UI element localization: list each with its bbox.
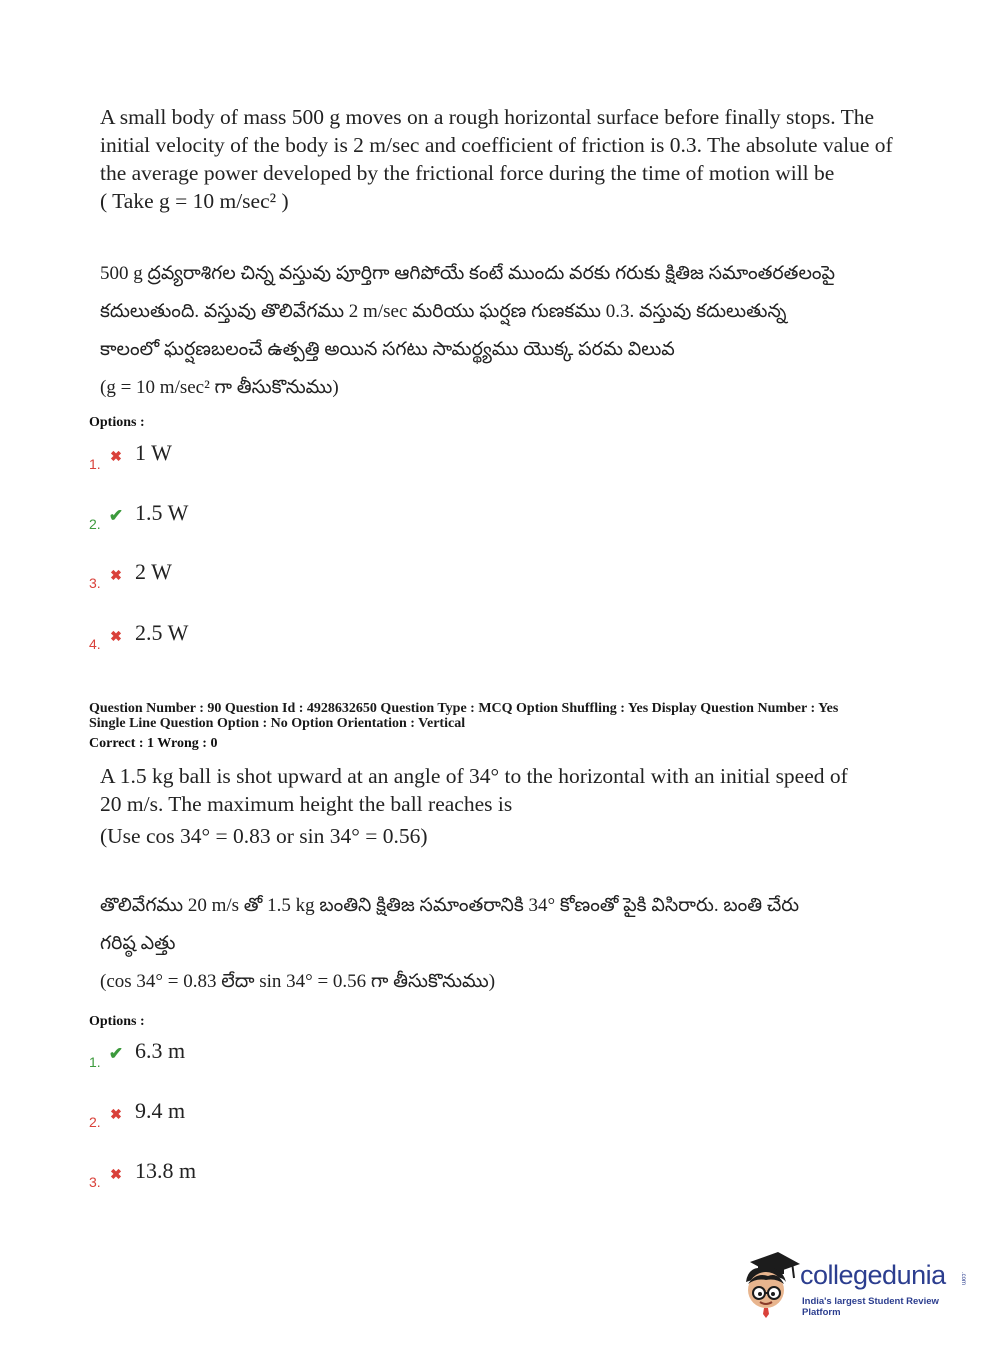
q2-telugu-line: (cos 34° = 0.83 లేదా sin 34° = 0.56 గా తీసుకొనుము) <box>100 971 496 992</box>
cross-icon: ✖ <box>110 569 122 584</box>
option-number: 3. <box>89 575 101 591</box>
q1-english-line: the average power developed by the frictional force during the time of motion will be <box>100 161 835 185</box>
q2-meta-line: Question Number : 90 Question Id : 4928632650 Question Type : MCQ Option Shuffling : Yes Display Question Number : Yes <box>89 701 839 716</box>
q2-option-2 <box>89 1100 185 1130</box>
q2-meta-line: Single Line Question Option : No Option Orientation : Vertical <box>89 716 466 731</box>
option-number: 3. <box>89 1174 101 1190</box>
cross-icon: ✖ <box>110 630 122 645</box>
option-value: 2 W <box>135 559 172 584</box>
q1-options-label: Options : <box>89 415 145 430</box>
q1-english-line: A small body of mass 500 g moves on a rough horizontal surface before finally stops. The <box>100 105 875 129</box>
q1-telugu-line: 500 g ద్రవ్యరాశిగల చిన్న వస్తువు పూర్తిగా ఆగిపోయే కంటే ముందు వరకు గరుకు క్షితిజ సమాంతరతలంపై <box>100 263 836 284</box>
q1-option-1 <box>89 442 172 472</box>
option-value: 6.3 m <box>135 1038 186 1063</box>
logo-wordmark: collegedunia <box>800 1260 946 1290</box>
collegedunia-logo[interactable] <box>742 1248 972 1318</box>
q1-english-line: initial velocity of the body is 2 m/sec and coefficient of friction is 0.3. The absolute value of <box>100 133 893 157</box>
q1-option-2 <box>89 502 188 532</box>
logo-tagline: India's largest Student Review Platform <box>802 1296 939 1318</box>
option-value: 1.5 W <box>135 500 189 525</box>
q1-telugu-line: కాలంలో ఘర్షణబలంచే ఉత్పత్తి అయిన సగటు సామర్థ్యము యొక్క పరమ విలువ <box>100 339 675 360</box>
logo-domain-suffix: .com <box>960 1272 966 1286</box>
option-value: 9.4 m <box>135 1098 186 1123</box>
check-icon: ✔ <box>108 1044 124 1063</box>
q2-option-3 <box>89 1160 196 1190</box>
q2-english-text <box>100 762 900 850</box>
option-number: 1. <box>89 1054 101 1070</box>
q1-option-4 <box>89 622 188 652</box>
option-number: 2. <box>89 516 101 532</box>
cross-icon: ✖ <box>110 1108 122 1123</box>
mascot-icon <box>742 1248 800 1318</box>
q2-english-line: (Use cos 34° = 0.83 or sin 34° = 0.56) <box>100 824 428 848</box>
q2-metadata <box>89 701 969 731</box>
q2-marks: Correct : 1 Wrong : 0 <box>89 736 218 751</box>
q1-telugu-line: (g = 10 m/sec² గా తీసుకొనుము) <box>100 377 339 398</box>
check-icon: ✔ <box>108 506 124 525</box>
q2-options-label: Options : <box>89 1014 145 1029</box>
option-value: 13.8 m <box>135 1158 197 1183</box>
option-value: 1 W <box>135 440 172 465</box>
cross-icon: ✖ <box>110 1168 122 1183</box>
option-number: 4. <box>89 636 101 652</box>
cross-icon: ✖ <box>110 450 122 465</box>
q2-telugu-line: గరిష్ఠ ఎత్తు <box>100 933 176 954</box>
q2-english-line: A 1.5 kg ball is shot upward at an angle of 34° to the horizontal with an initial speed of <box>100 764 848 788</box>
q2-english-line: 20 m/s. The maximum height the ball reaches is <box>100 792 513 816</box>
q2-option-1 <box>89 1040 185 1070</box>
option-value: 2.5 W <box>135 620 189 645</box>
option-number: 1. <box>89 456 101 472</box>
q1-english-line: ( Take g = 10 m/sec² ) <box>100 189 289 213</box>
q2-telugu-text <box>100 887 900 1001</box>
q1-option-3 <box>89 561 172 591</box>
q1-english-text <box>100 103 900 215</box>
q2-telugu-line: తొలివేగము 20 m/s తో 1.5 kg బంతిని క్షితిజ సమాంతరానికి 34° కోణంతో పైకి విసిరారు. బంతి చేరు <box>100 895 800 916</box>
q1-telugu-line: కదులుతుంది. వస్తువు తొలివేగము 2 m/sec మరియు ఘర్షణ గుణకము 0.3. వస్తువు కదులుతున్న <box>100 301 787 322</box>
q1-telugu-text <box>100 255 900 407</box>
option-number: 2. <box>89 1114 101 1130</box>
